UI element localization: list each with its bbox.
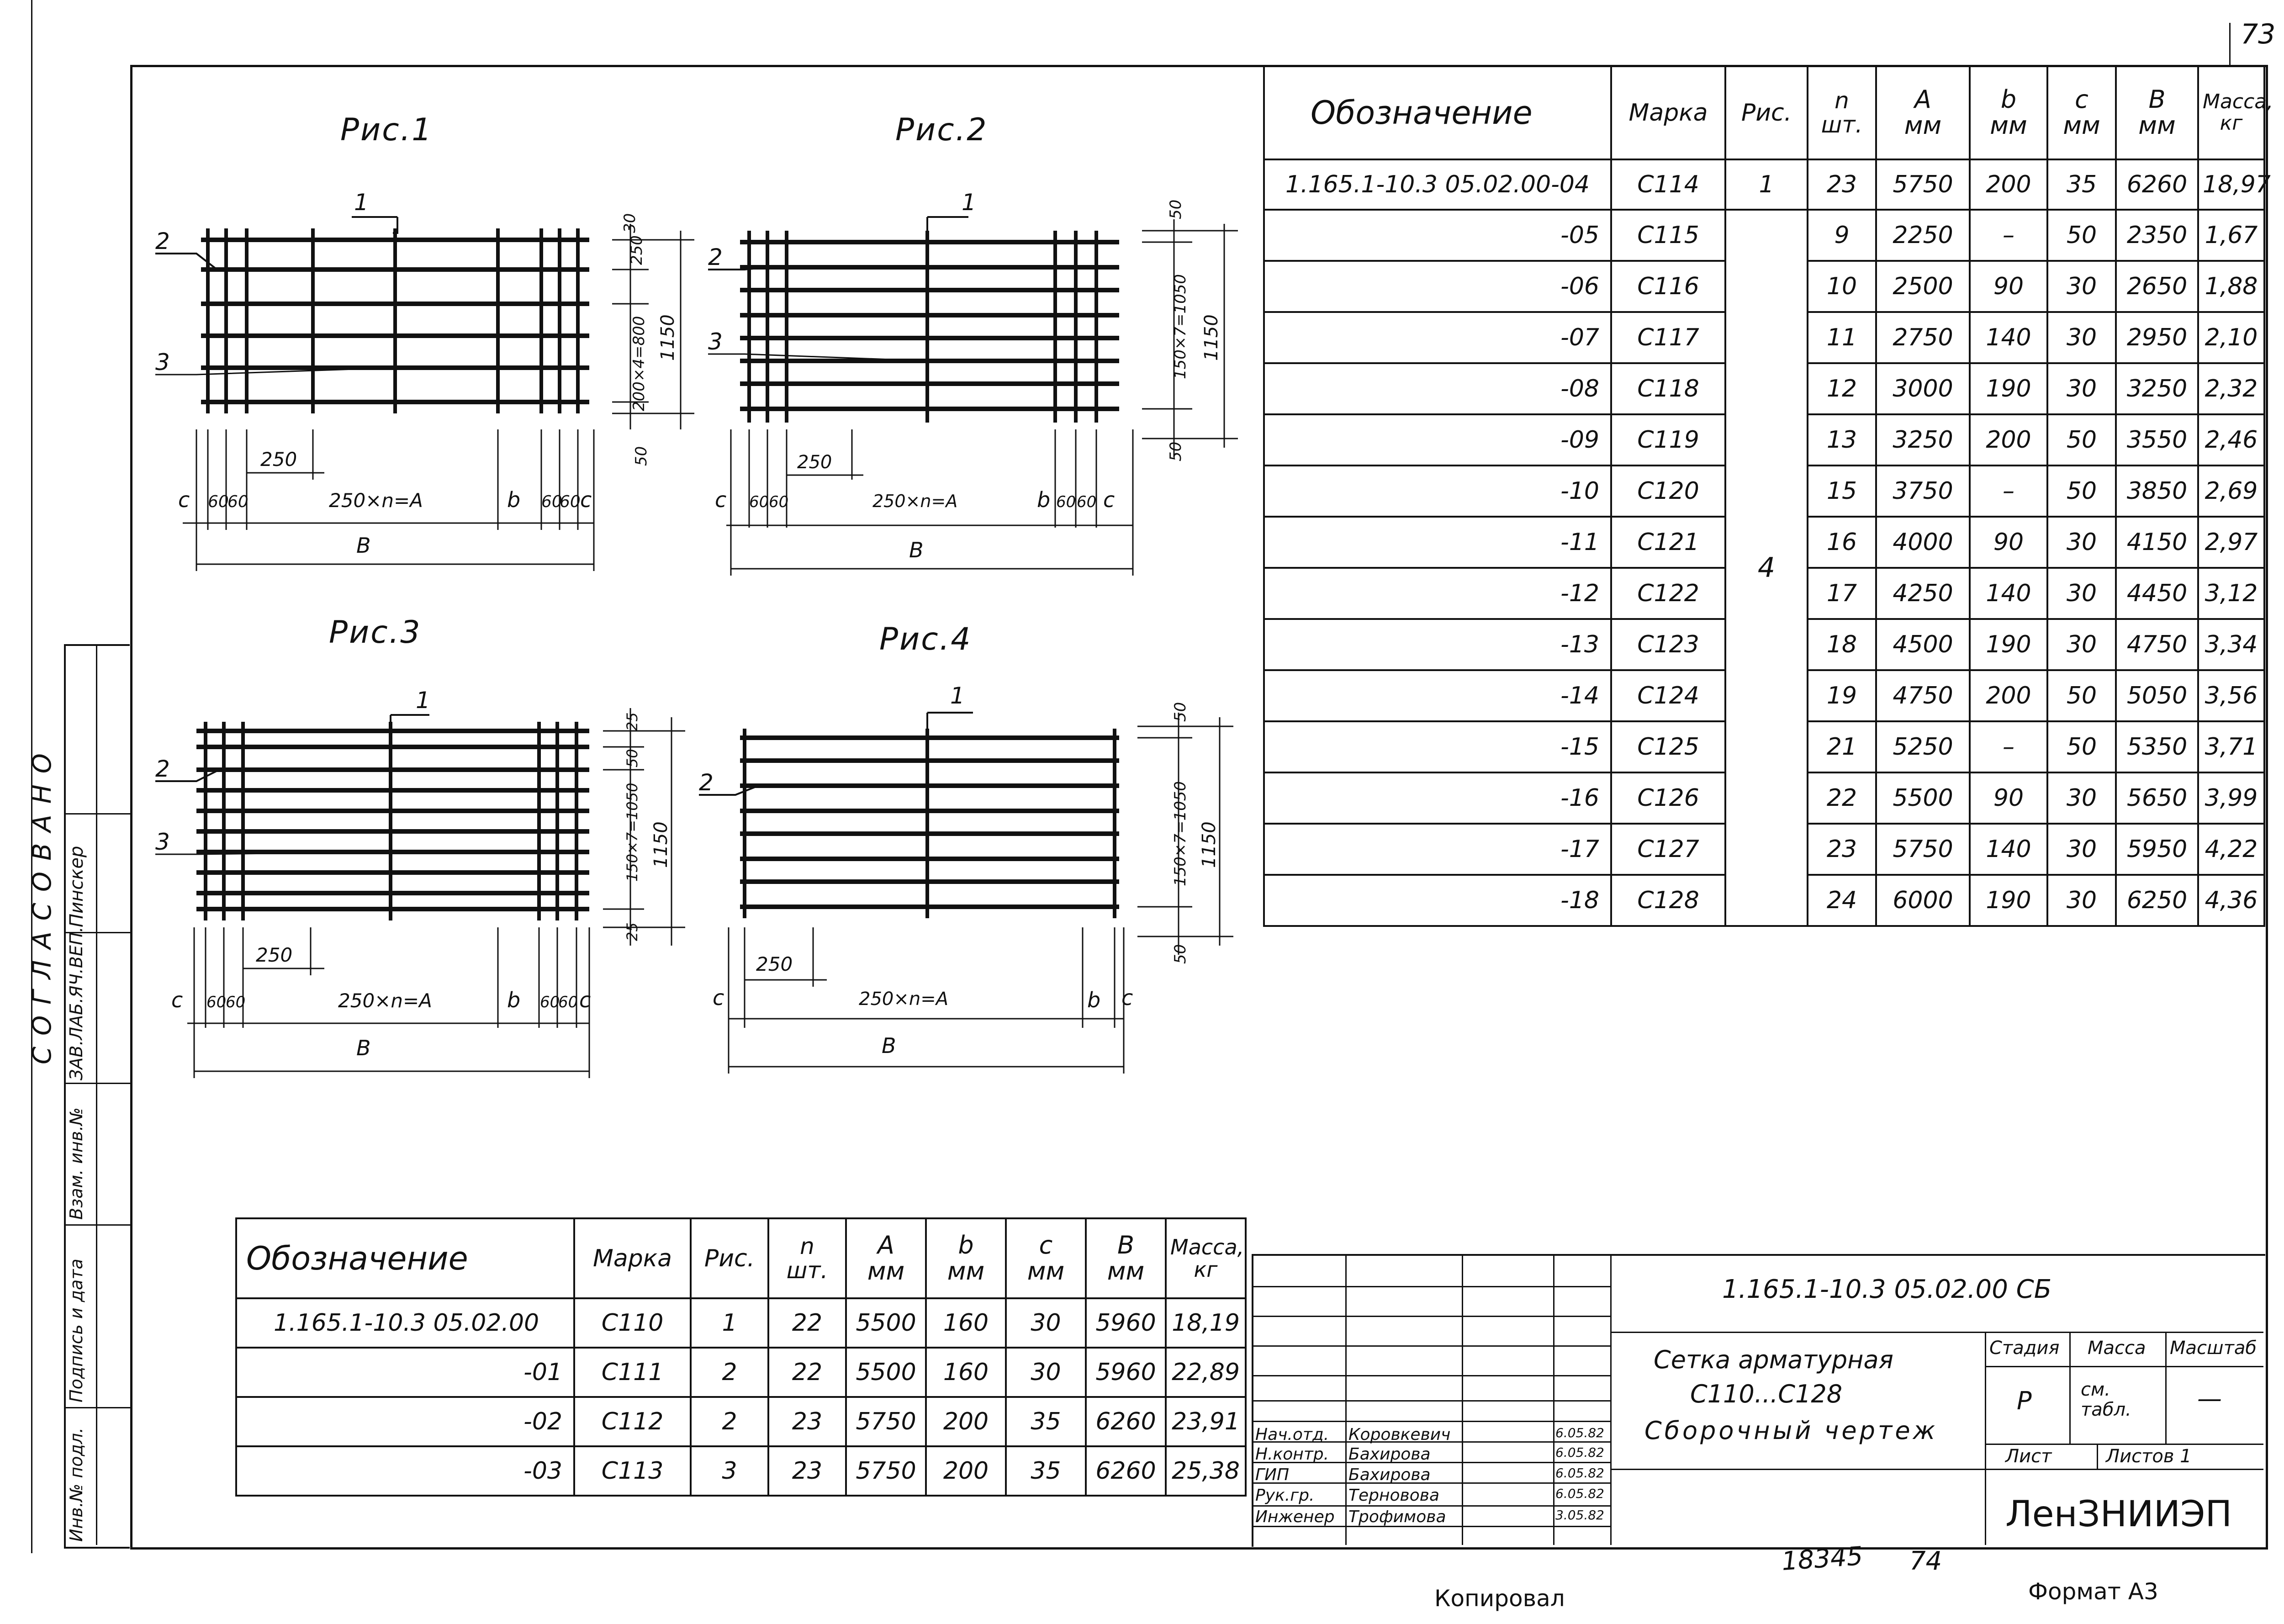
col-n: n шт.	[1808, 66, 1876, 159]
cell-a: 4500	[1876, 619, 1970, 670]
cell-b: 140	[1970, 824, 2047, 875]
cell-a: 4000	[1876, 517, 1970, 568]
cell-mark: С113	[574, 1446, 691, 1496]
cell-b: –	[1970, 466, 2047, 517]
fig3-dim-60a: 60	[206, 993, 227, 1011]
col-designation: Обозначение	[1264, 66, 1611, 159]
cell-bb: 5650	[2116, 772, 2198, 824]
cell-des: -13	[1264, 619, 1611, 670]
table-header-row	[1264, 66, 2264, 159]
cell-c: 35	[2047, 159, 2116, 210]
person-name: Трофимова	[1348, 1508, 1446, 1526]
cell-c: 35	[1006, 1397, 1086, 1446]
col-a: A мм	[1876, 66, 1970, 159]
fig4-drawing	[685, 672, 1279, 1092]
cell-bb: 5960	[1086, 1298, 1166, 1348]
fig2-right-top: 50	[1167, 199, 1185, 219]
fig4-right-bot: 50	[1171, 944, 1190, 964]
fig3-right-top: 25	[624, 712, 641, 731]
cell-a: 5250	[1876, 721, 1970, 772]
cell-bb: 4750	[2116, 619, 2198, 670]
fig2-pos1: 1	[962, 189, 976, 216]
fig1-dim-60a: 60	[208, 492, 229, 511]
fig2-dim-main: 250×n=A	[872, 491, 958, 511]
cell-b: 200	[1970, 670, 2047, 721]
cell-a: 5750	[846, 1397, 926, 1446]
person-role: Рук.гр.	[1255, 1486, 1315, 1505]
person-name: Бахирова	[1348, 1465, 1431, 1484]
cell-b: 200	[926, 1397, 1006, 1446]
fig1-right-seg2: 200×4=800	[630, 316, 648, 411]
fig1-dim-B: B	[356, 533, 371, 558]
cell-mark: С127	[1611, 824, 1725, 875]
cell-des: -16	[1264, 772, 1611, 824]
table-row	[236, 1348, 1246, 1397]
cell-mark: С122	[1611, 568, 1725, 619]
fig3-dim-b: b	[507, 988, 521, 1012]
fig1-dim-60c: 60	[541, 492, 562, 511]
fig1-pos3: 3	[155, 349, 170, 376]
spec-table-bottom	[235, 1217, 1247, 1497]
cell-c: 30	[2047, 824, 2116, 875]
table-header-row	[236, 1218, 1246, 1298]
drawing-name-2: С110...С128	[1690, 1380, 1843, 1408]
fig4-dim-c-right: c	[1121, 985, 1133, 1010]
fig3-dim-60b: 60	[226, 993, 246, 1011]
cell-n: 9	[1808, 210, 1876, 261]
fig4-pos1: 1	[950, 682, 965, 709]
fig3-dim-c-left: c	[171, 988, 183, 1012]
cell-c: 30	[2047, 261, 2116, 312]
cell-mark: С110	[574, 1298, 691, 1348]
cell-fig: 1	[691, 1298, 768, 1348]
cell-des: -03	[236, 1446, 574, 1496]
head-lab-name: Пинскер	[66, 846, 87, 927]
mass-label: Масса	[2088, 1338, 2146, 1359]
fig2-dim-c-left: c	[715, 487, 727, 512]
cell-b: 90	[1970, 772, 2047, 824]
fig1-dim-c-left: c	[178, 487, 190, 512]
cell-des: -06	[1264, 261, 1611, 312]
fig3-pos3: 3	[155, 829, 170, 855]
cell-bb: 3250	[2116, 363, 2198, 414]
fig2-dim-B: B	[909, 538, 924, 562]
fig1-dim-main: 250×n=A	[329, 489, 423, 512]
mass-value: см. табл.	[2081, 1379, 2131, 1420]
drawing-name-3: Сборочный чертеж	[1644, 1416, 1938, 1445]
cell-bb: 4150	[2116, 517, 2198, 568]
table-row	[236, 1298, 1246, 1348]
cell-n: 12	[1808, 363, 1876, 414]
cell-b: 190	[1970, 363, 2047, 414]
col-mark: Марка	[574, 1218, 691, 1298]
col-mark: Марка	[1611, 66, 1725, 159]
cell-des: -01	[236, 1348, 574, 1397]
fig3-title: Рис.3	[329, 614, 422, 651]
cell-mark: С119	[1611, 414, 1725, 466]
cell-des: -07	[1264, 312, 1611, 363]
cell-n: 24	[1808, 875, 1876, 926]
cell-c: 30	[2047, 312, 2116, 363]
cell-des: 1.165.1-10.3 05.02.00-04	[1264, 159, 1611, 210]
table-row	[1264, 159, 2264, 210]
cell-mark: С125	[1611, 721, 1725, 772]
cell-mark: С126	[1611, 772, 1725, 824]
doc-code: 1.165.1-10.3 05.02.00 СБ	[1722, 1275, 2052, 1304]
fig2-pos2: 2	[708, 244, 723, 270]
fig2-dim-250: 250	[797, 452, 832, 473]
person-name: Терновова	[1348, 1486, 1440, 1505]
fig1-right-top: 30	[621, 213, 639, 233]
cell-mass: 2,97	[2198, 517, 2264, 568]
cell-b: –	[1970, 721, 2047, 772]
cell-b: 160	[926, 1348, 1006, 1397]
cell-bb: 5050	[2116, 670, 2198, 721]
cell-mass: 3,99	[2198, 772, 2264, 824]
cell-b: 90	[1970, 261, 2047, 312]
sign-date-label: Подпись и дата	[66, 1259, 86, 1402]
person-date: 6.05.82	[1555, 1445, 1604, 1460]
cell-a: 3250	[1876, 414, 1970, 466]
fig1-right-bot: 50	[632, 446, 650, 466]
fig2-dim-60b: 60	[769, 493, 789, 511]
person-role: Нач.отд.	[1255, 1425, 1329, 1444]
fig4-title: Рис.4	[879, 621, 972, 657]
cell-b: 200	[1970, 414, 2047, 466]
cell-a: 5750	[1876, 159, 1970, 210]
col-n: n шт.	[768, 1218, 846, 1298]
fig2-right-seg: 150×7=1050	[1171, 274, 1190, 379]
fig2-pos3: 3	[708, 328, 723, 355]
drawing-name-1: Сетка арматурная	[1654, 1345, 1894, 1374]
cell-a: 5750	[846, 1446, 926, 1496]
cell-mark: С118	[1611, 363, 1725, 414]
cell-bb: 5960	[1086, 1348, 1166, 1397]
cell-des: -11	[1264, 517, 1611, 568]
fig1-dim-250: 250	[260, 448, 297, 471]
cell-bb: 3550	[2116, 414, 2198, 466]
cell-des: -14	[1264, 670, 1611, 721]
cell-c: 30	[2047, 619, 2116, 670]
person-date: 3.05.82	[1555, 1508, 1604, 1523]
col-bb: B мм	[1086, 1218, 1166, 1298]
copied-label: Копировал	[1434, 1585, 1565, 1612]
cell-mass: 3,34	[2198, 619, 2264, 670]
fig1-dim-60b: 60	[227, 492, 248, 511]
col-mass: Масса, кг	[1166, 1218, 1246, 1298]
cell-c: 50	[2047, 721, 2116, 772]
cell-c: 50	[2047, 210, 2116, 261]
col-fig: Рис.	[1725, 66, 1808, 159]
cell-mass: 2,32	[2198, 363, 2264, 414]
cell-a: 5500	[1876, 772, 1970, 824]
fig4-pos2: 2	[699, 769, 714, 796]
cell-n: 21	[1808, 721, 1876, 772]
cell-n: 15	[1808, 466, 1876, 517]
cell-n: 22	[1808, 772, 1876, 824]
spec-table-top	[1263, 65, 2273, 927]
cell-a: 5750	[1876, 824, 1970, 875]
cell-mass: 22,89	[1166, 1348, 1246, 1397]
col-b: b мм	[1970, 66, 2047, 159]
cell-c: 30	[2047, 568, 2116, 619]
cell-bb: 5950	[2116, 824, 2198, 875]
cell-a: 3000	[1876, 363, 1970, 414]
cell-mark: С121	[1611, 517, 1725, 568]
cell-b: 200	[1970, 159, 2047, 210]
table-row	[236, 1446, 1246, 1496]
cell-mark: С112	[574, 1397, 691, 1446]
cell-mass: 4,36	[2198, 875, 2264, 926]
col-c: c мм	[2047, 66, 2116, 159]
cell-des: -15	[1264, 721, 1611, 772]
cell-bb: 5350	[2116, 721, 2198, 772]
cell-mass: 2,69	[2198, 466, 2264, 517]
cell-a: 2750	[1876, 312, 1970, 363]
fig2-right-bot: 50	[1167, 441, 1185, 461]
cell-b: 190	[1970, 875, 2047, 926]
fig2-dim-c-right: c	[1103, 487, 1115, 512]
fig3-right-total: 1150	[650, 821, 671, 868]
fig3-dim-B: B	[356, 1036, 371, 1060]
cell-mark: С115	[1611, 210, 1725, 261]
col-mass: Масса, кг	[2198, 66, 2264, 159]
fig1-title: Рис.1	[340, 112, 433, 148]
cell-n: 17	[1808, 568, 1876, 619]
table-row	[1264, 210, 2264, 261]
col-c: c мм	[1006, 1218, 1086, 1298]
cell-b: 160	[926, 1298, 1006, 1348]
cell-n: 18	[1808, 619, 1876, 670]
fig1-dim-c-right: c	[580, 487, 592, 512]
person-role: Инженер	[1255, 1508, 1335, 1526]
cell-n: 19	[1808, 670, 1876, 721]
corner-number: 73	[2241, 18, 2276, 50]
person-date: 6.05.82	[1555, 1465, 1604, 1481]
cell-n: 22	[768, 1298, 846, 1348]
cell-mass: 4,22	[2198, 824, 2264, 875]
cell-a: 5500	[846, 1348, 926, 1397]
fig4-right-top: 50	[1171, 702, 1190, 722]
fig4-dim-b: b	[1087, 988, 1101, 1012]
fig4-dim-250: 250	[756, 953, 793, 975]
cell-mark: С123	[1611, 619, 1725, 670]
cell-des: 1.165.1-10.3 05.02.00	[236, 1298, 574, 1348]
fig2-right-total: 1150	[1201, 314, 1222, 361]
cell-mark: С128	[1611, 875, 1725, 926]
cell-mass: 23,91	[1166, 1397, 1246, 1446]
cell-a: 5500	[846, 1298, 926, 1348]
fig3-drawing	[137, 672, 731, 1092]
fig3-dim-250: 250	[256, 944, 293, 966]
cell-des: -02	[236, 1397, 574, 1446]
fig1-right-total: 1150	[657, 314, 678, 361]
cell-n: 10	[1808, 261, 1876, 312]
fig3-dim-60d: 60	[558, 993, 578, 1011]
fig1-dim-60d: 60	[560, 492, 581, 511]
fig3-dim-c-right: c	[579, 988, 591, 1012]
cell-c: 50	[2047, 670, 2116, 721]
fig3-right-seg2: 150×7=1050	[624, 783, 641, 882]
cell-des: -10	[1264, 466, 1611, 517]
cell-bb: 2950	[2116, 312, 2198, 363]
cell-a: 6000	[1876, 875, 1970, 926]
handwritten-number: 18345	[1780, 1541, 1864, 1577]
fig2-dim-60c: 60	[1056, 493, 1076, 511]
cell-bb: 6250	[2116, 875, 2198, 926]
cell-a: 4250	[1876, 568, 1970, 619]
cell-mark: С124	[1611, 670, 1725, 721]
stage-label: Стадия	[1989, 1338, 2060, 1359]
inv-replace-label: Взам. инв.№	[66, 1107, 86, 1220]
fig3-right-bot: 25	[624, 922, 641, 941]
organization-name: ЛенЗНИИЭП	[2005, 1494, 2232, 1535]
person-name: Бахирова	[1348, 1445, 1431, 1464]
cell-mark: С117	[1611, 312, 1725, 363]
cell-n: 16	[1808, 517, 1876, 568]
cell-n: 22	[768, 1348, 846, 1397]
cell-des: -12	[1264, 568, 1611, 619]
cell-n: 23	[768, 1446, 846, 1496]
cell-mass: 3,56	[2198, 670, 2264, 721]
cell-mass: 3,71	[2198, 721, 2264, 772]
fig4-dim-main: 250×n=A	[859, 989, 949, 1010]
cell-mark: С111	[574, 1348, 691, 1397]
cell-bb: 2350	[2116, 210, 2198, 261]
person-date: 6.05.82	[1555, 1425, 1604, 1440]
cell-des: -08	[1264, 363, 1611, 414]
cell-c: 30	[1006, 1298, 1086, 1348]
cell-n: 13	[1808, 414, 1876, 466]
cell-mass: 2,46	[2198, 414, 2264, 466]
cell-mass: 18,19	[1166, 1298, 1246, 1348]
cell-mark: С120	[1611, 466, 1725, 517]
cell-b: 140	[1970, 568, 2047, 619]
table-row	[236, 1397, 1246, 1446]
col-a: A мм	[846, 1218, 926, 1298]
inv-orig-label: Инв.№ подл.	[66, 1427, 86, 1542]
stage-value: Р	[2017, 1386, 2032, 1415]
cell-b: 190	[1970, 619, 2047, 670]
cell-a: 2250	[1876, 210, 1970, 261]
fig2-drawing	[685, 174, 1279, 594]
cell-c: 30	[2047, 517, 2116, 568]
cell-c: 30	[1006, 1348, 1086, 1397]
cell-mark: С116	[1611, 261, 1725, 312]
col-fig: Рис.	[691, 1218, 768, 1298]
head-lab-label: ЗАВ.ЛАБ.ЯЧ.ВЕП.	[66, 926, 86, 1080]
cell-b: 200	[926, 1446, 1006, 1496]
cell-des: -18	[1264, 875, 1611, 926]
fig3-dim-60c: 60	[540, 993, 560, 1011]
scale-label: Масштаб	[2170, 1338, 2257, 1359]
cell-mass: 2,10	[2198, 312, 2264, 363]
cell-n: 23	[768, 1397, 846, 1446]
cell-des: -17	[1264, 824, 1611, 875]
cell-a: 4750	[1876, 670, 1970, 721]
fig1-drawing	[137, 174, 731, 594]
cell-fig: 2	[691, 1397, 768, 1446]
col-designation: Обозначение	[236, 1218, 574, 1298]
format-label: Формат А3	[2028, 1578, 2158, 1605]
fig3-pos1: 1	[416, 687, 430, 714]
cell-mark: С114	[1611, 159, 1725, 210]
cell-b: 90	[1970, 517, 2047, 568]
cell-n: 11	[1808, 312, 1876, 363]
cell-fig: 2	[691, 1348, 768, 1397]
fig2-dim-60d: 60	[1077, 493, 1097, 511]
col-bb: B мм	[2116, 66, 2198, 159]
cell-des: -09	[1264, 414, 1611, 466]
fig3-right-seg1: 50	[624, 749, 641, 767]
fig4-dim-c-left: c	[713, 985, 724, 1010]
fig2-dim-b: b	[1037, 487, 1051, 512]
cell-b: –	[1970, 210, 2047, 261]
sheets-label: Листов 1	[2106, 1446, 2192, 1467]
cell-c: 30	[2047, 363, 2116, 414]
fig1-right-seg1: 250	[628, 235, 646, 265]
cell-a: 3750	[1876, 466, 1970, 517]
fig4-right-total: 1150	[1199, 821, 1220, 868]
cell-c: 50	[2047, 466, 2116, 517]
cell-c: 30	[2047, 875, 2116, 926]
cell-mass: 3,12	[2198, 568, 2264, 619]
person-role: ГИП	[1255, 1465, 1290, 1484]
cell-bb: 2650	[2116, 261, 2198, 312]
fig1-pos1: 1	[354, 189, 369, 216]
cell-c: 30	[2047, 772, 2116, 824]
fig2-dim-60a: 60	[749, 493, 769, 511]
cell-bb: 4450	[2116, 568, 2198, 619]
cell-n: 23	[1808, 159, 1876, 210]
person-role: Н.контр.	[1255, 1445, 1329, 1464]
cell-bb: 6260	[1086, 1446, 1166, 1496]
cell-mass: 1,88	[2198, 261, 2264, 312]
agreed-label: СОГЛАСОВАНО	[27, 742, 57, 1064]
cell-des: -05	[1264, 210, 1611, 261]
fig3-dim-main: 250×n=A	[338, 989, 432, 1012]
sheet-label: Лист	[2005, 1446, 2052, 1467]
fig1-pos2: 2	[155, 228, 170, 254]
fig4-dim-B: B	[882, 1033, 896, 1058]
handwritten-sheet: 74	[1909, 1546, 1942, 1576]
person-name: Коровкевич	[1348, 1425, 1451, 1444]
cell-b: 140	[1970, 312, 2047, 363]
fig3-pos2: 2	[155, 756, 170, 782]
cell-c: 50	[2047, 414, 2116, 466]
cell-mass: 1,67	[2198, 210, 2264, 261]
cell-fig-group: 4	[1725, 210, 1808, 926]
fig2-title: Рис.2	[895, 112, 988, 148]
fig1-dim-b: b	[507, 487, 521, 512]
scale-value: —	[2197, 1384, 2222, 1413]
fig4-right-seg: 150×7=1050	[1171, 781, 1190, 886]
cell-bb: 3850	[2116, 466, 2198, 517]
cell-a: 2500	[1876, 261, 1970, 312]
person-date: 6.05.82	[1555, 1486, 1604, 1501]
cell-n: 23	[1808, 824, 1876, 875]
cell-mass: 25,38	[1166, 1446, 1246, 1496]
cell-bb: 6260	[1086, 1397, 1166, 1446]
col-b: b мм	[926, 1218, 1006, 1298]
cell-fig: 3	[691, 1446, 768, 1496]
cell-mass: 18,97	[2198, 159, 2264, 210]
cell-c: 35	[1006, 1446, 1086, 1496]
cell-bb: 6260	[2116, 159, 2198, 210]
corner-box-line	[2229, 23, 2231, 65]
cell-fig: 1	[1725, 159, 1808, 210]
